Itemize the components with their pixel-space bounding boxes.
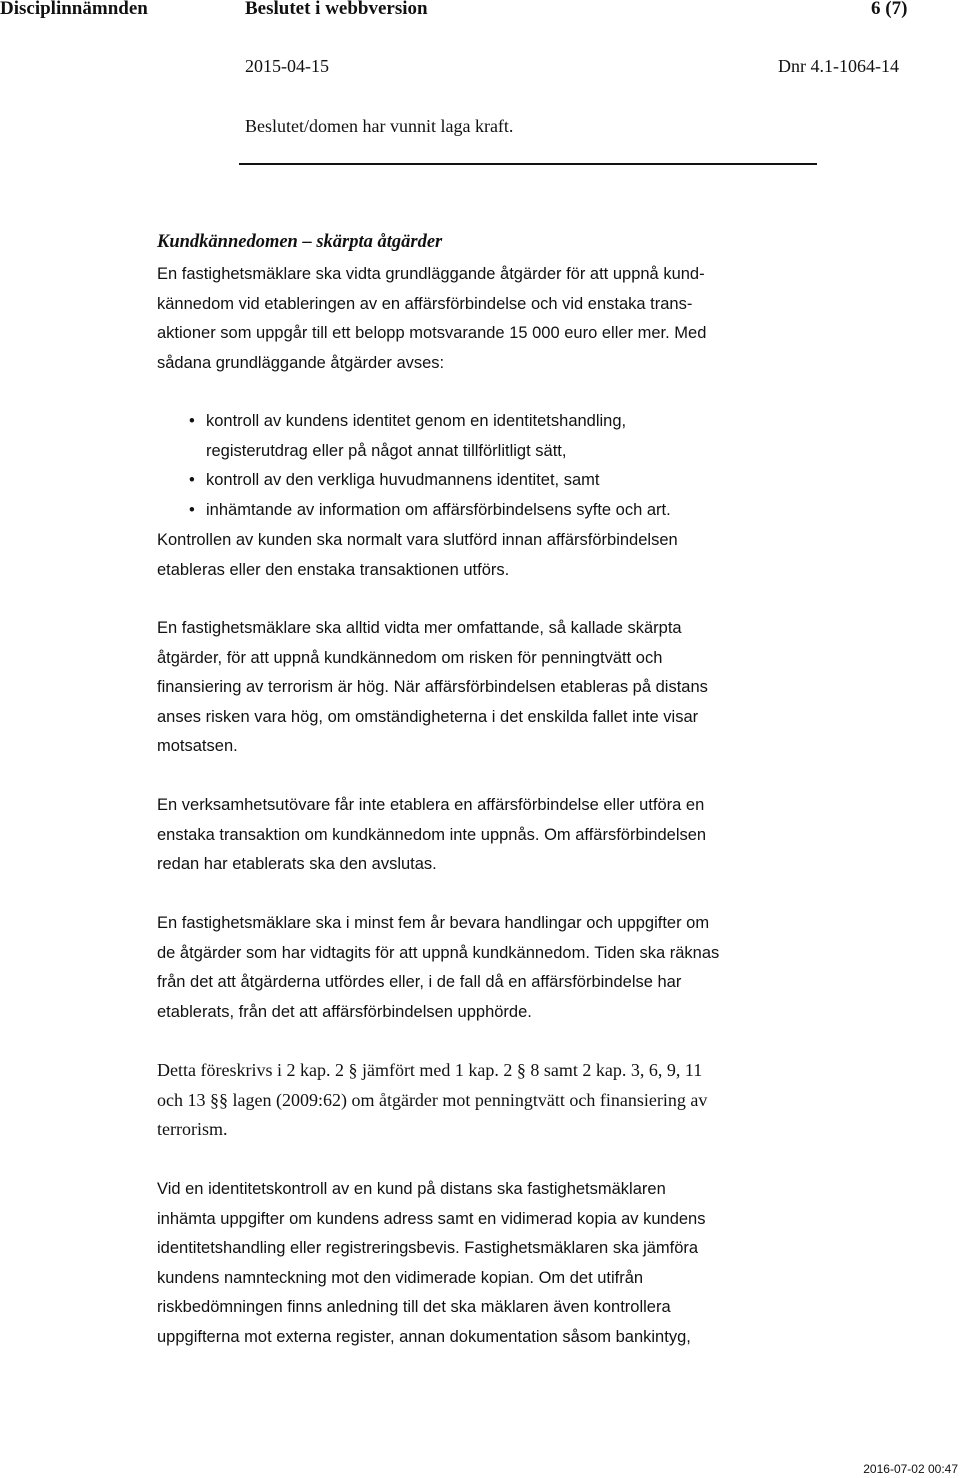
paragraph-skarpta-atgarder — [157, 614, 797, 762]
text-line: inhämta uppgifter om kundens adress samt en vidimerad kopia av kundens — [157, 1209, 706, 1228]
text-line: riskbedömningen finns anledning till det ska mäklaren även kontrollera — [157, 1298, 671, 1316]
text-line: identitetshandling eller registreringsbevis. Fastighetsmäklaren ska jämföra — [157, 1239, 699, 1257]
text-line: kännedom vid etableringen av en affärsförbindelse och vid enstaka trans- — [157, 294, 693, 313]
text-line: motsatsen. — [157, 737, 238, 755]
text-line: En fastighetsmäklare ska alltid vidta mer omfattande, så kallade skärpta — [157, 619, 682, 637]
header-page-number: 6 (7) — [871, 0, 908, 19]
paragraph-bevarande — [157, 909, 797, 1027]
bullet-list — [186, 407, 786, 525]
bullet-icon: • — [189, 412, 195, 430]
header-dnr: Dnr 4.1-1064-14 — [778, 56, 899, 76]
text-line: uppgifterna mot externa register, annan dokumentation såsom bankintyg, — [157, 1327, 691, 1346]
bullet-text: registerutdrag eller på något annat tillförlitligt sätt, — [206, 441, 567, 460]
text-line: kundens namnteckning mot den vidimerade kopian. Om det utifrån — [157, 1268, 644, 1287]
after-bullets-paragraph — [157, 526, 797, 585]
text-line: etablerats, från det att affärsförbindelsen upphörde. — [157, 1002, 532, 1021]
bullet-icon: • — [189, 500, 195, 519]
text-line: En fastighetsmäklare ska vidta grundläggande åtgärder för att uppnå kund- — [157, 265, 705, 283]
header-org: Disciplinnämnden — [0, 0, 148, 19]
paragraph-avslutande — [157, 791, 797, 880]
header-rule — [239, 163, 817, 165]
paragraph-lagrum — [157, 1056, 797, 1145]
text-line: aktioner som uppgår till ett belopp motsvarande 15 000 euro eller mer. Med — [157, 324, 707, 342]
text-line: redan har etablerats ska den avslutas. — [157, 855, 437, 873]
paragraph-identitetskontroll — [157, 1175, 797, 1352]
text-line: etableras eller den enstaka transaktionen utförs. — [157, 560, 510, 579]
bullet-text: kontroll av den verkliga huvudmannens identitet, samt — [206, 471, 600, 489]
bullet-icon: • — [189, 471, 195, 489]
bullet-text: kontroll av kundens identitet genom en identitetshandling, — [206, 412, 627, 430]
header-doc-type: Beslutet i webbversion — [245, 0, 428, 19]
footer-timestamp: 2016-07-02 00:47 — [863, 1462, 958, 1476]
text-line: finansiering av terrorism är hög. När affärsförbindelsen etableras på distans — [157, 678, 708, 696]
text-line: anses risken vara hög, om omständigheterna i det enskilda fallet inte visar — [157, 707, 699, 726]
text-line: sådana grundläggande åtgärder avses: — [157, 353, 445, 372]
text-line: åtgärder, för att uppnå kundkännedom om risken för penningtvätt och — [157, 648, 663, 667]
bullet-text: inhämtande av information om affärsförbindelsens syfte och art. — [206, 500, 671, 519]
text-line: Vid en identitetskontroll av en kund på distans ska fastighetsmäklaren — [157, 1180, 666, 1198]
header-date: 2015-04-15 — [245, 56, 329, 76]
text-line: Detta föreskrivs i 2 kap. 2 § jämfört med 1 kap. 2 § 8 samt 2 kap. 3, 6, 9, 11 — [157, 1060, 703, 1080]
text-line: En fastighetsmäklare ska i minst fem år bevara handlingar och uppgifter om — [157, 914, 710, 932]
text-line: Kontrollen av kunden ska normalt vara slutförd innan affärsförbindelsen — [157, 531, 678, 549]
text-line: från det att åtgärderna utfördes eller, i de fall då en affärsförbindelse har — [157, 973, 682, 991]
section-heading: Kundkännedomen – skärpta åtgärder — [157, 232, 443, 252]
intro-paragraph — [157, 260, 797, 378]
list-item — [186, 496, 786, 526]
list-item — [186, 466, 786, 496]
header-status: Beslutet/domen har vunnit laga kraft. — [245, 116, 514, 136]
text-line: de åtgärder som har vidtagits för att uppnå kundkännedom. Tiden ska räknas — [157, 943, 720, 962]
text-line: En verksamhetsutövare får inte etablera en affärsförbindelse eller utföra en — [157, 796, 705, 814]
text-line: enstaka transaktion om kundkännedom inte uppnås. Om affärsförbindelsen — [157, 825, 707, 844]
text-line: terrorism. — [157, 1119, 228, 1139]
list-item — [186, 407, 786, 466]
text-line: och 13 §§ lagen (2009:62) om åtgärder mot penningtvätt och finansiering av — [157, 1089, 708, 1110]
